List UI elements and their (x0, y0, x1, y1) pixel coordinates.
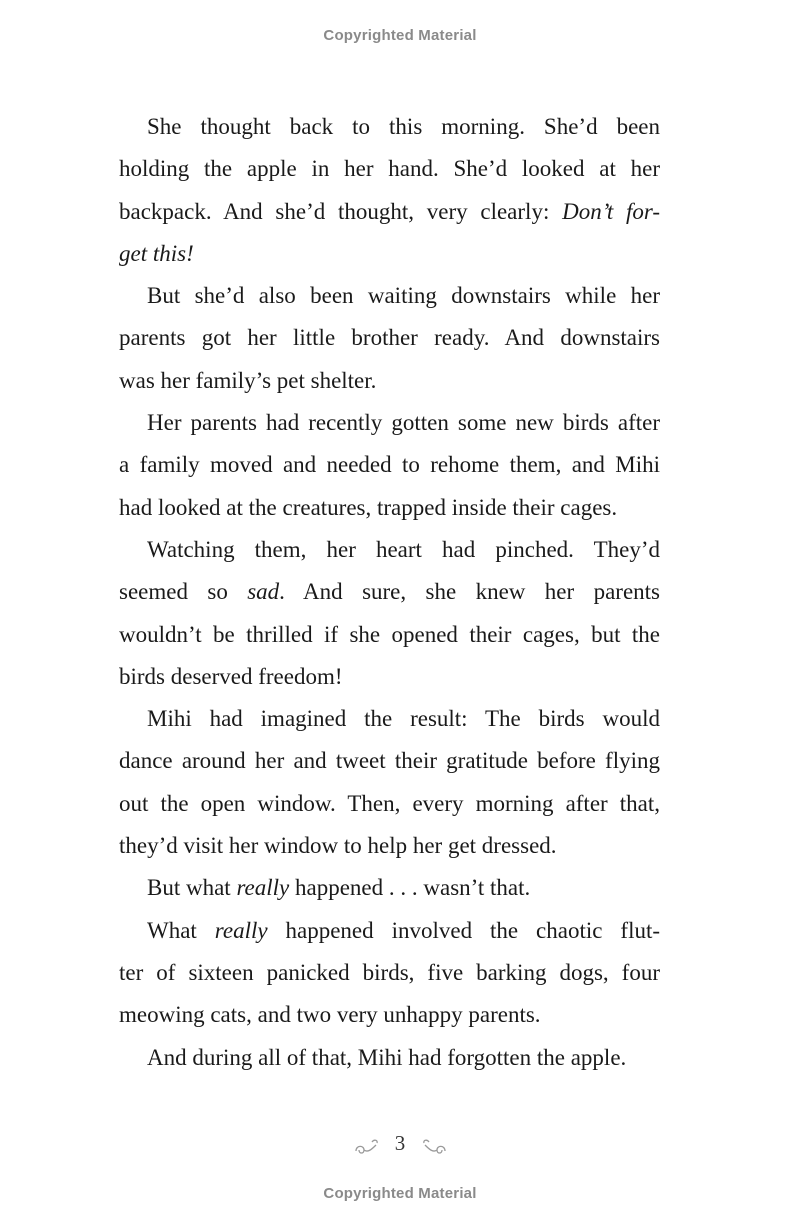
right-flourish-icon (421, 1132, 447, 1158)
text-line (119, 740, 660, 782)
text-line (119, 529, 660, 571)
text-line (119, 614, 660, 656)
line-text: backpack. And she’d thought, very clearly: (119, 198, 563, 224)
text-line (119, 487, 660, 529)
line-text: . And sure, she knew her parents (279, 579, 660, 605)
text-line (119, 698, 660, 740)
line-text: Watching them, her heart had pinched. They’d (147, 536, 660, 562)
text-line (119, 106, 660, 148)
line-text: What (147, 917, 215, 943)
line-text: had looked at the creatures, trapped inside their cages. (119, 494, 618, 520)
text-line (119, 360, 660, 402)
line-text: birds deserved freedom! (119, 663, 343, 689)
text-line (119, 825, 660, 867)
page-number: 3 (394, 1131, 406, 1155)
copyright-footer: Copyrighted Material (323, 1185, 477, 1202)
text-line (119, 1037, 660, 1079)
emphasis-text: really (236, 875, 290, 901)
text-line (119, 994, 660, 1036)
copyright-header: Copyrighted Material (323, 27, 477, 44)
emphasis-text: sad (247, 579, 280, 605)
text-line (119, 867, 660, 909)
text-line (119, 571, 660, 613)
line-text: was her family’s pet shelter. (119, 367, 377, 393)
line-text: meowing cats, and two very unhappy parents. (119, 1002, 541, 1028)
line-text: holding the apple in her hand. She’d looked at her (119, 156, 660, 182)
text-line (119, 910, 660, 952)
line-text: seemed so (119, 579, 248, 605)
page-body (119, 106, 660, 1079)
line-text: And during all of that, Mihi had forgotten the apple. (147, 1044, 627, 1070)
text-line (119, 233, 660, 275)
line-text: wouldn’t be thrilled if she opened their cages, but the (119, 621, 660, 647)
line-text: a family moved and needed to rehome them, and Mihi (119, 452, 660, 478)
text-line (119, 191, 660, 233)
line-text: happened . . . wasn’t that. (289, 875, 531, 901)
line-text: parents got her little brother ready. And downstairs (119, 325, 660, 351)
text-line (119, 444, 660, 486)
line-text: ter of sixteen panicked birds, five barking dogs, four (119, 959, 660, 985)
text-line (119, 275, 660, 317)
line-text: they’d visit her window to help her get dressed. (119, 833, 557, 859)
text-line (119, 952, 660, 994)
line-text: happened involved the chaotic flut- (267, 917, 661, 943)
line-text: She thought back to this morning. She’d been (147, 114, 660, 139)
emphasis-text: Don’t for- (562, 198, 660, 224)
left-flourish-icon (354, 1132, 380, 1158)
line-text: Mihi had imagined the result: The birds would (147, 706, 660, 732)
page-folio (0, 1131, 800, 1158)
text-line (119, 783, 660, 825)
text-line (119, 317, 660, 359)
line-text: dance around her and tweet their gratitude before flying (119, 748, 660, 774)
line-text: Her parents had recently gotten some new birds after (147, 410, 660, 436)
line-text: But what (147, 875, 237, 901)
text-line (119, 402, 660, 444)
emphasis-text: get this! (119, 240, 194, 266)
text-line (119, 656, 660, 698)
emphasis-text: really (214, 917, 268, 943)
line-text: out the open window. Then, every morning after that, (119, 790, 660, 816)
text-line (119, 148, 660, 190)
line-text: But she’d also been waiting downstairs while her (147, 283, 660, 309)
